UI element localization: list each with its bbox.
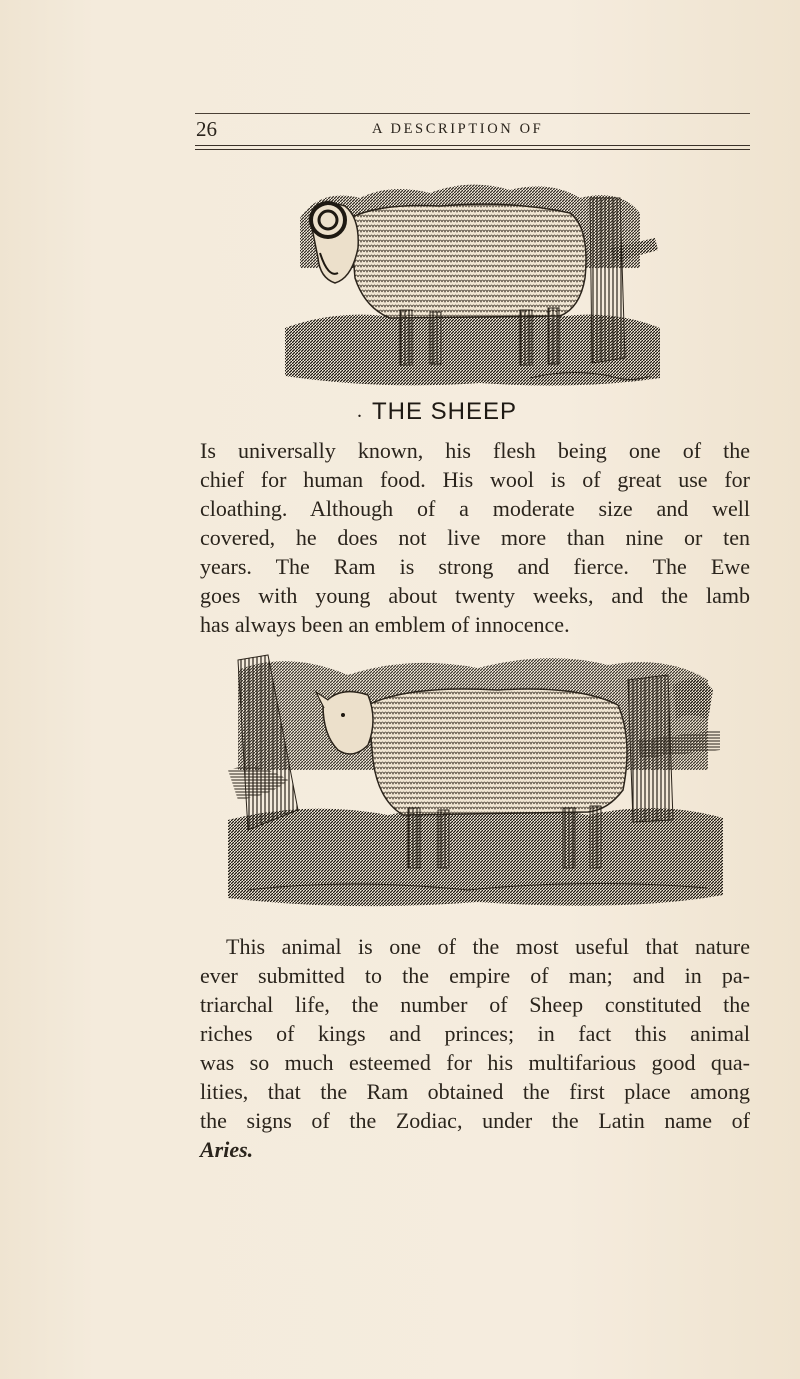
- paragraph-line: chief for human food. His wool is of great use for: [200, 467, 750, 492]
- ram-woodcut-illustration: [280, 178, 665, 390]
- paragraph-line: Is universally known, his flesh being one of the: [200, 438, 750, 463]
- sheep-woodcut-illustration: [228, 650, 723, 912]
- paragraph-line: riches of kings and princes; in fact this animal: [200, 1021, 750, 1046]
- paragraph-line: was so much esteemed for his multifarious good qua-: [200, 1050, 750, 1075]
- paragraph-line: goes with young about twenty weeks, and the lamb: [200, 583, 750, 608]
- paragraph-line: This animal is one of the most useful that nature: [226, 934, 750, 959]
- paragraph-line: has always been an emblem of innocence.: [200, 612, 570, 637]
- header-rule-bottom: [195, 145, 750, 150]
- paragraph-line: the signs of the Zodiac, under the Latin name of: [200, 1108, 750, 1133]
- page-number: 26: [196, 117, 217, 141]
- paragraph-line: years. The Ram is strong and fierce. The Ewe: [200, 554, 750, 579]
- paragraph-line: ever submitted to the empire of man; and in pa-: [200, 963, 750, 988]
- section-title: THE SHEEP: [372, 398, 518, 425]
- header-rule-top: [195, 113, 750, 114]
- paragraph-line: triarchal life, the number of Sheep constituted the: [200, 992, 750, 1017]
- paragraph-line: covered, he does not live more than nine or ten: [200, 525, 750, 550]
- running-head: A DESCRIPTION OF: [372, 121, 544, 137]
- paragraph-line-last: Aries.: [200, 1137, 254, 1162]
- heading-dot: .: [357, 400, 362, 422]
- paragraph-line: lities, that the Ram obtained the first place among: [200, 1079, 750, 1104]
- paragraph-line: cloathing. Although of a moderate size and well: [200, 496, 750, 521]
